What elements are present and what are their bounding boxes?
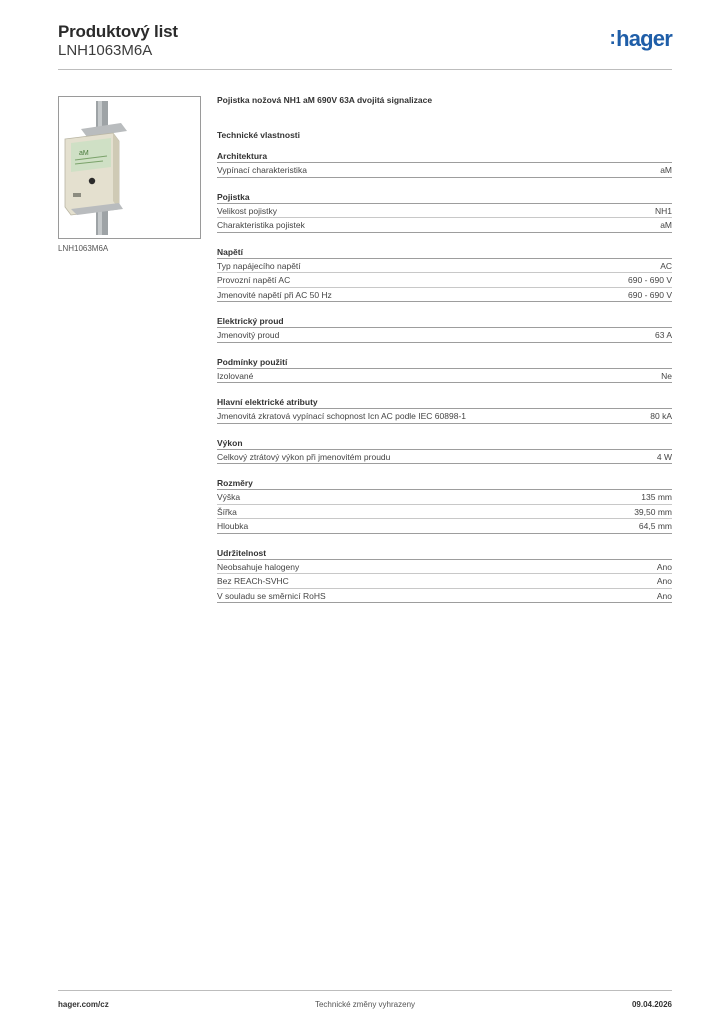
spec-label: Celkový ztrátový výkon při jmenovitém proudu bbox=[217, 451, 391, 462]
spec-group-title: Výkon bbox=[217, 438, 672, 450]
footer-website-link[interactable]: hager.com/cz bbox=[58, 1000, 109, 1009]
spec-label: Jmenovité napětí při AC 50 Hz bbox=[217, 289, 332, 300]
logo-text: hager bbox=[616, 26, 672, 51]
spec-row bbox=[217, 204, 672, 219]
spec-label: Neobsahuje halogeny bbox=[217, 561, 300, 572]
spec-label: Výška bbox=[217, 492, 241, 502]
spec-value: 39,50 mm bbox=[634, 506, 672, 517]
spec-label: Vypínací charakteristika bbox=[217, 165, 307, 175]
spec-value: 690 - 690 V bbox=[628, 275, 672, 285]
spec-value: aM bbox=[660, 165, 672, 175]
page-header bbox=[58, 22, 672, 70]
spec-group bbox=[217, 316, 672, 343]
spec-row bbox=[217, 589, 672, 604]
logo-dots-icon: : bbox=[609, 28, 616, 49]
product-image bbox=[58, 96, 201, 239]
spec-value: 135 mm bbox=[641, 492, 672, 502]
spec-label: V souladu se směrnicí RoHS bbox=[217, 590, 326, 601]
spec-group bbox=[217, 478, 672, 534]
spec-group-title: Rozměry bbox=[217, 478, 672, 490]
spec-value: Ano bbox=[656, 590, 672, 601]
spec-row bbox=[217, 218, 672, 233]
spec-group bbox=[217, 247, 672, 303]
spec-value: 690 - 690 V bbox=[628, 289, 672, 300]
spec-row bbox=[217, 450, 672, 465]
spec-label: Izolované bbox=[217, 370, 254, 381]
spec-label: Provozní napětí AC bbox=[217, 275, 291, 285]
product-details bbox=[217, 95, 672, 603]
spec-group-title: Elektrický proud bbox=[217, 316, 672, 328]
document-title: Produktový list bbox=[58, 22, 178, 41]
spec-row bbox=[217, 409, 672, 424]
spec-group bbox=[217, 548, 672, 604]
fuse-label-text: aM bbox=[79, 150, 89, 157]
spec-row bbox=[217, 560, 672, 575]
spec-row bbox=[217, 259, 672, 274]
spec-group-title: Pojistka bbox=[217, 192, 672, 204]
spec-rows bbox=[217, 450, 672, 465]
spec-rows bbox=[217, 560, 672, 604]
spec-row bbox=[217, 328, 672, 343]
spec-rows bbox=[217, 163, 672, 178]
spec-row bbox=[217, 369, 672, 384]
section-title: Technické vlastnosti bbox=[217, 130, 300, 140]
spec-value: 80 kA bbox=[650, 411, 672, 421]
spec-rows bbox=[217, 204, 672, 233]
spec-row bbox=[217, 505, 672, 520]
spec-row bbox=[217, 574, 672, 589]
spec-value: AC bbox=[660, 260, 672, 271]
spec-row bbox=[217, 273, 672, 288]
spec-label: Velikost pojistky bbox=[217, 205, 277, 216]
spec-row bbox=[217, 490, 672, 505]
spec-row bbox=[217, 288, 672, 303]
spec-rows bbox=[217, 369, 672, 384]
footer-date: 09.04.2026 bbox=[631, 1000, 672, 1009]
spec-label: Charakteristika pojistek bbox=[217, 220, 305, 230]
image-caption: LNH1063M6A bbox=[58, 244, 109, 253]
spec-rows bbox=[217, 409, 672, 424]
spec-group-title: Architektura bbox=[217, 151, 672, 163]
footer-notice: Technické změny vyhrazeny bbox=[314, 1000, 416, 1009]
spec-label: Jmenovitý proud bbox=[217, 330, 280, 340]
spec-group bbox=[217, 438, 672, 465]
spec-rows bbox=[217, 490, 672, 534]
spec-group-title: Udržitelnost bbox=[217, 548, 672, 560]
fuse-icon bbox=[59, 97, 200, 238]
product-name: Pojistka nožová NH1 aM 690V 63A dvojitá signalizace bbox=[217, 95, 433, 105]
spec-group-title: Podmínky použití bbox=[217, 357, 672, 369]
spec-value: Ne bbox=[661, 370, 672, 381]
spec-group bbox=[217, 397, 672, 424]
spec-group-title: Hlavní elektrické atributy bbox=[217, 397, 672, 409]
spec-value: 4 W bbox=[656, 451, 672, 462]
spec-value: 64,5 mm bbox=[638, 521, 672, 531]
spec-groups bbox=[217, 151, 672, 603]
spec-value: aM bbox=[660, 220, 672, 230]
spec-value: 63 A bbox=[654, 330, 672, 340]
spec-value: NH1 bbox=[654, 205, 672, 216]
spec-row bbox=[217, 519, 672, 534]
spec-rows bbox=[217, 328, 672, 343]
spec-label: Typ napájecího napětí bbox=[217, 260, 301, 271]
spec-row bbox=[217, 163, 672, 178]
spec-group bbox=[217, 151, 672, 178]
product-code: LNH1063M6A bbox=[58, 42, 153, 59]
spec-label: Hloubka bbox=[217, 521, 249, 531]
spec-value: Ano bbox=[656, 561, 672, 572]
spec-label: Šířka bbox=[217, 506, 237, 517]
spec-group-title: Napětí bbox=[217, 247, 672, 259]
spec-value: Ano bbox=[656, 576, 672, 586]
spec-group bbox=[217, 192, 672, 233]
spec-group bbox=[217, 357, 672, 384]
spec-label: Bez REACh-SVHC bbox=[217, 576, 289, 586]
hager-logo bbox=[610, 26, 672, 52]
spec-label: Jmenovitá zkratová vypínací schopnost Icn AC podle IEC 60898-1 bbox=[217, 411, 466, 421]
spec-rows bbox=[217, 259, 672, 303]
page-footer bbox=[58, 990, 672, 1014]
